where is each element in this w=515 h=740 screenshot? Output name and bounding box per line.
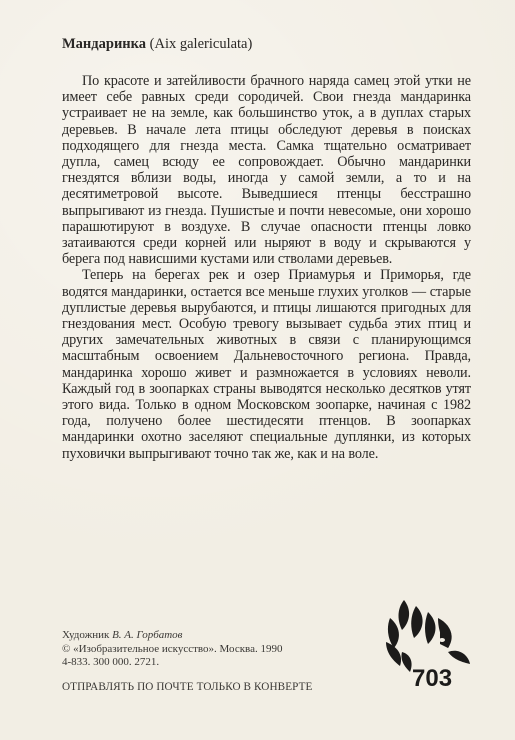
artist-line (62, 629, 282, 643)
species-name: Мандаринка (62, 36, 147, 52)
species-latin-name: (Aix galericulata) (149, 36, 253, 52)
paragraph-2 (62, 267, 471, 461)
logo-number: 703 (412, 665, 453, 690)
zebra-head-icon (382, 596, 474, 690)
species-heading (62, 35, 471, 53)
main-text (62, 35, 471, 462)
paragraph-1-text: По красоте и затейливости брачного наряда самец этой утки не имеет себе равных среди сородичей. Свои гнезда мандаринка устраивает не на земле, как большинство уток, а в дуплах старых деревьев. В начале лета птицы обследуют деревья в поисках подходящего для гнезда места. Самка тщательно осматривает дупла, самец всюду ее сопровождает. Обычно мандаринки гнездятся вблизи воды, иногда у самой земли, а то и на десятиметровой высоте. Выведшиеся птенцы бесстрашно выпрыгивают из гнезда. Пушистые и почти невесомые, они хорошо парашютируют в воздухе. В случае опасности птенцы ловко затаиваются среди корней или ныряют в воду и скрываются у берега под нависшими кустами или стволами деревьев. (62, 73, 471, 268)
paragraph-1 (62, 73, 471, 267)
credits (62, 629, 282, 670)
print-codes: 4-833. 300 000. 2721. (62, 656, 160, 668)
mail-note: ОТПРАВЛЯТЬ ПО ПОЧТЕ ТОЛЬКО В КОНВЕРТЕ (62, 681, 313, 693)
publisher-line: © «Изобразительное искусство». Москва. 1990 (62, 642, 283, 655)
artist-prefix: Художник (62, 629, 110, 641)
artist-name: В. А. Горбатов (112, 629, 183, 641)
paragraph-2-text: Теперь на берегах рек и озер Приамурья и Приморья, где водятся мандаринки, остается все меньше глухих уголков — старые дуплистые деревья вырубаются, и птицы лишаются пригодных для гнездования мест. Особую тревогу вызывает судьба этих птиц и других замечательных животных в связи с планирующимся масштабным освоением Дальневосточного региона. Правда, мандаринка хорошо живет и размножается в условиях неволи. Каждый год в зоопарках страны выводятся несколько десятков утят этого вида. Только в одном Московском зоопарке, начиная с 1982 года, получено более шестидесяти птенцов. В зоопарках мандаринки охотно заселяют специальные дуплянки, из которых пуховички выпрыгивают точно так же, как и на воле. (62, 267, 471, 462)
